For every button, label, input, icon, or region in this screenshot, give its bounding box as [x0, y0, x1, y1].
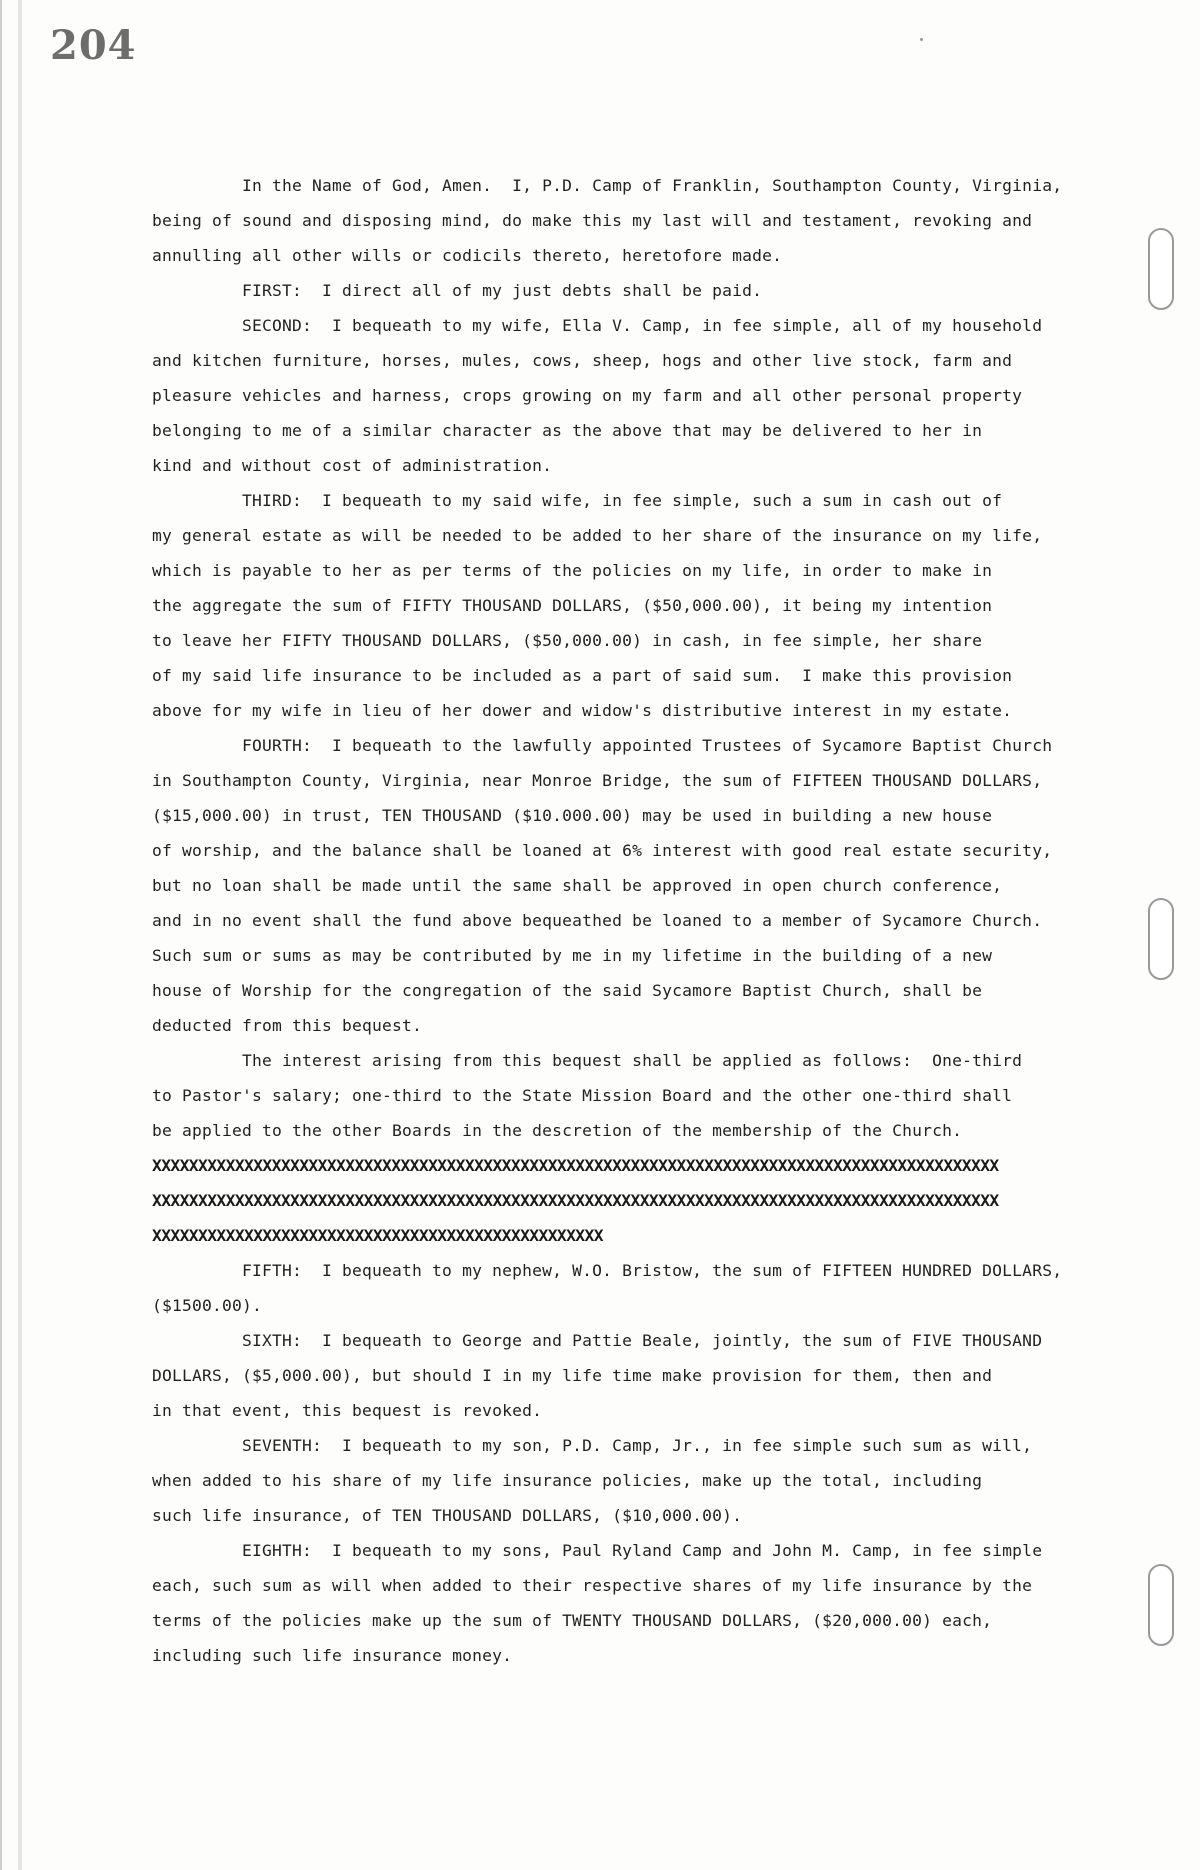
text-line: the aggregate the sum of FIFTY THOUSAND DOLLARS, ($50,000.00), it being my intention: [152, 596, 993, 615]
text-line: terms of the policies make up the sum of TWENTY THOUSAND DOLLARS, ($20,000.00) each,: [152, 1611, 993, 1630]
text-line: belonging to me of a similar character as the above that may be delivered to her in: [152, 421, 983, 440]
text-line: to Pastor's salary; one-third to the State Mission Board and the other one-third shall: [152, 1086, 1013, 1105]
text-line: pleasure vehicles and harness, crops growing on my farm and all other personal property: [152, 386, 1023, 405]
text-line: FIRST: I direct all of my just debts shall be paid.: [152, 281, 763, 300]
will-body: [152, 168, 1082, 1148]
text-line: SIXTH: I bequeath to George and Pattie Beale, jointly, the sum of FIVE THOUSAND: [152, 1331, 1043, 1350]
text-line: above for my wife in lieu of her dower and widow's distributive interest in my estate.: [152, 701, 1013, 720]
text-line: of my said life insurance to be included as a part of said sum. I make this provision: [152, 666, 1013, 685]
binder-hole-bottom: [1148, 1564, 1174, 1646]
text-line: THIRD: I bequeath to my said wife, in fee simple, such a sum in cash out of: [152, 491, 1003, 510]
text-line: and in no event shall the fund above bequeathed be loaned to a member of Sycamore Church.: [152, 911, 1043, 930]
text-line: be applied to the other Boards in the descretion of the membership of the Church.: [152, 1121, 963, 1140]
struck-out-line: XXXXXXXXXXXXXXXXXXXXXXXXXXXXXXXXXXXXXXXXXXXXXXXXXXXXXXXXXXXXXXXXXXXXXXXXXXXXXXXXXXXXXXXXXXXX: [152, 1156, 999, 1175]
will-text: [152, 168, 1082, 1673]
text-line: of worship, and the balance shall be loaned at 6% interest with good real estate security,: [152, 841, 1053, 860]
text-line: in that event, this bequest is revoked.: [152, 1401, 543, 1420]
text-line: SEVENTH: I bequeath to my son, P.D. Camp, Jr., in fee simple such sum as will,: [152, 1436, 1033, 1455]
text-line: such life insurance, of TEN THOUSAND DOLLARS, ($10,000.00).: [152, 1506, 743, 1525]
text-line: Such sum or sums as may be contributed by me in my lifetime in the building of a new: [152, 946, 993, 965]
text-line: my general estate as will be needed to be added to her share of the insurance on my life,: [152, 526, 1043, 545]
binder-hole-middle: [1148, 898, 1174, 980]
struck-out-passage: [152, 1148, 1082, 1253]
text-line: ($1500.00).: [152, 1296, 263, 1315]
text-line: The interest arising from this bequest shall be applied as follows: One-third: [152, 1051, 1023, 1070]
text-line: including such life insurance money.: [152, 1646, 513, 1665]
text-line: house of Worship for the congregation of the said Sycamore Baptist Church, shall be: [152, 981, 983, 1000]
text-line: annulling all other wills or codicils thereto, heretofore made.: [152, 246, 783, 265]
text-line: kind and without cost of administration.: [152, 456, 553, 475]
text-line: and kitchen furniture, horses, mules, cows, sheep, hogs and other live stock, farm and: [152, 351, 1013, 370]
text-line: deducted from this bequest.: [152, 1016, 423, 1035]
text-line: SECOND: I bequeath to my wife, Ella V. Camp, in fee simple, all of my household: [152, 316, 1043, 335]
text-line: In the Name of God, Amen. I, P.D. Camp of Franklin, Southampton County, Virginia,: [152, 176, 1063, 195]
will-bequests-continued: [152, 1253, 1082, 1673]
text-line: DOLLARS, ($5,000.00), but should I in my life time make provision for them, then and: [152, 1366, 993, 1385]
text-line: which is payable to her as per terms of the policies on my life, in order to make in: [152, 561, 993, 580]
paper-speck: [920, 38, 923, 41]
text-line: each, such sum as will when added to their respective shares of my life insurance by the: [152, 1576, 1033, 1595]
text-line: to leave her FIFTY THOUSAND DOLLARS, ($50,000.00) in cash, in fee simple, her share: [152, 631, 983, 650]
text-line: when added to his share of my life insurance policies, make up the total, including: [152, 1471, 983, 1490]
text-line: in Southampton County, Virginia, near Monroe Bridge, the sum of FIFTEEN THOUSAND DOLLARS,: [152, 771, 1043, 790]
page-number: 204: [50, 22, 137, 69]
text-line: EIGHTH: I bequeath to my sons, Paul Ryland Camp and John M. Camp, in fee simple: [152, 1541, 1043, 1560]
text-line: ($15,000.00) in trust, TEN THOUSAND ($10.000.00) may be used in building a new house: [152, 806, 993, 825]
text-line: FOURTH: I bequeath to the lawfully appointed Trustees of Sycamore Baptist Church: [152, 736, 1053, 755]
text-line: FIFTH: I bequeath to my nephew, W.O. Bristow, the sum of FIFTEEN HUNDRED DOLLARS,: [152, 1261, 1063, 1280]
text-line: being of sound and disposing mind, do make this my last will and testament, revoking and: [152, 211, 1033, 230]
text-line: but no loan shall be made until the same shall be approved in open church conference,: [152, 876, 1003, 895]
struck-out-line: XXXXXXXXXXXXXXXXXXXXXXXXXXXXXXXXXXXXXXXXXXXXXXXXXXXXXXXXXXXXXXXXXXXXXXXXXXXXXXXXXXXXXXXXXXXX: [152, 1191, 999, 1210]
binder-hole-top: [1148, 228, 1174, 310]
struck-out-line: XXXXXXXXXXXXXXXXXXXXXXXXXXXXXXXXXXXXXXXXXXXXXXXXX: [152, 1226, 603, 1245]
page-edge-shadow: [18, 0, 22, 1870]
